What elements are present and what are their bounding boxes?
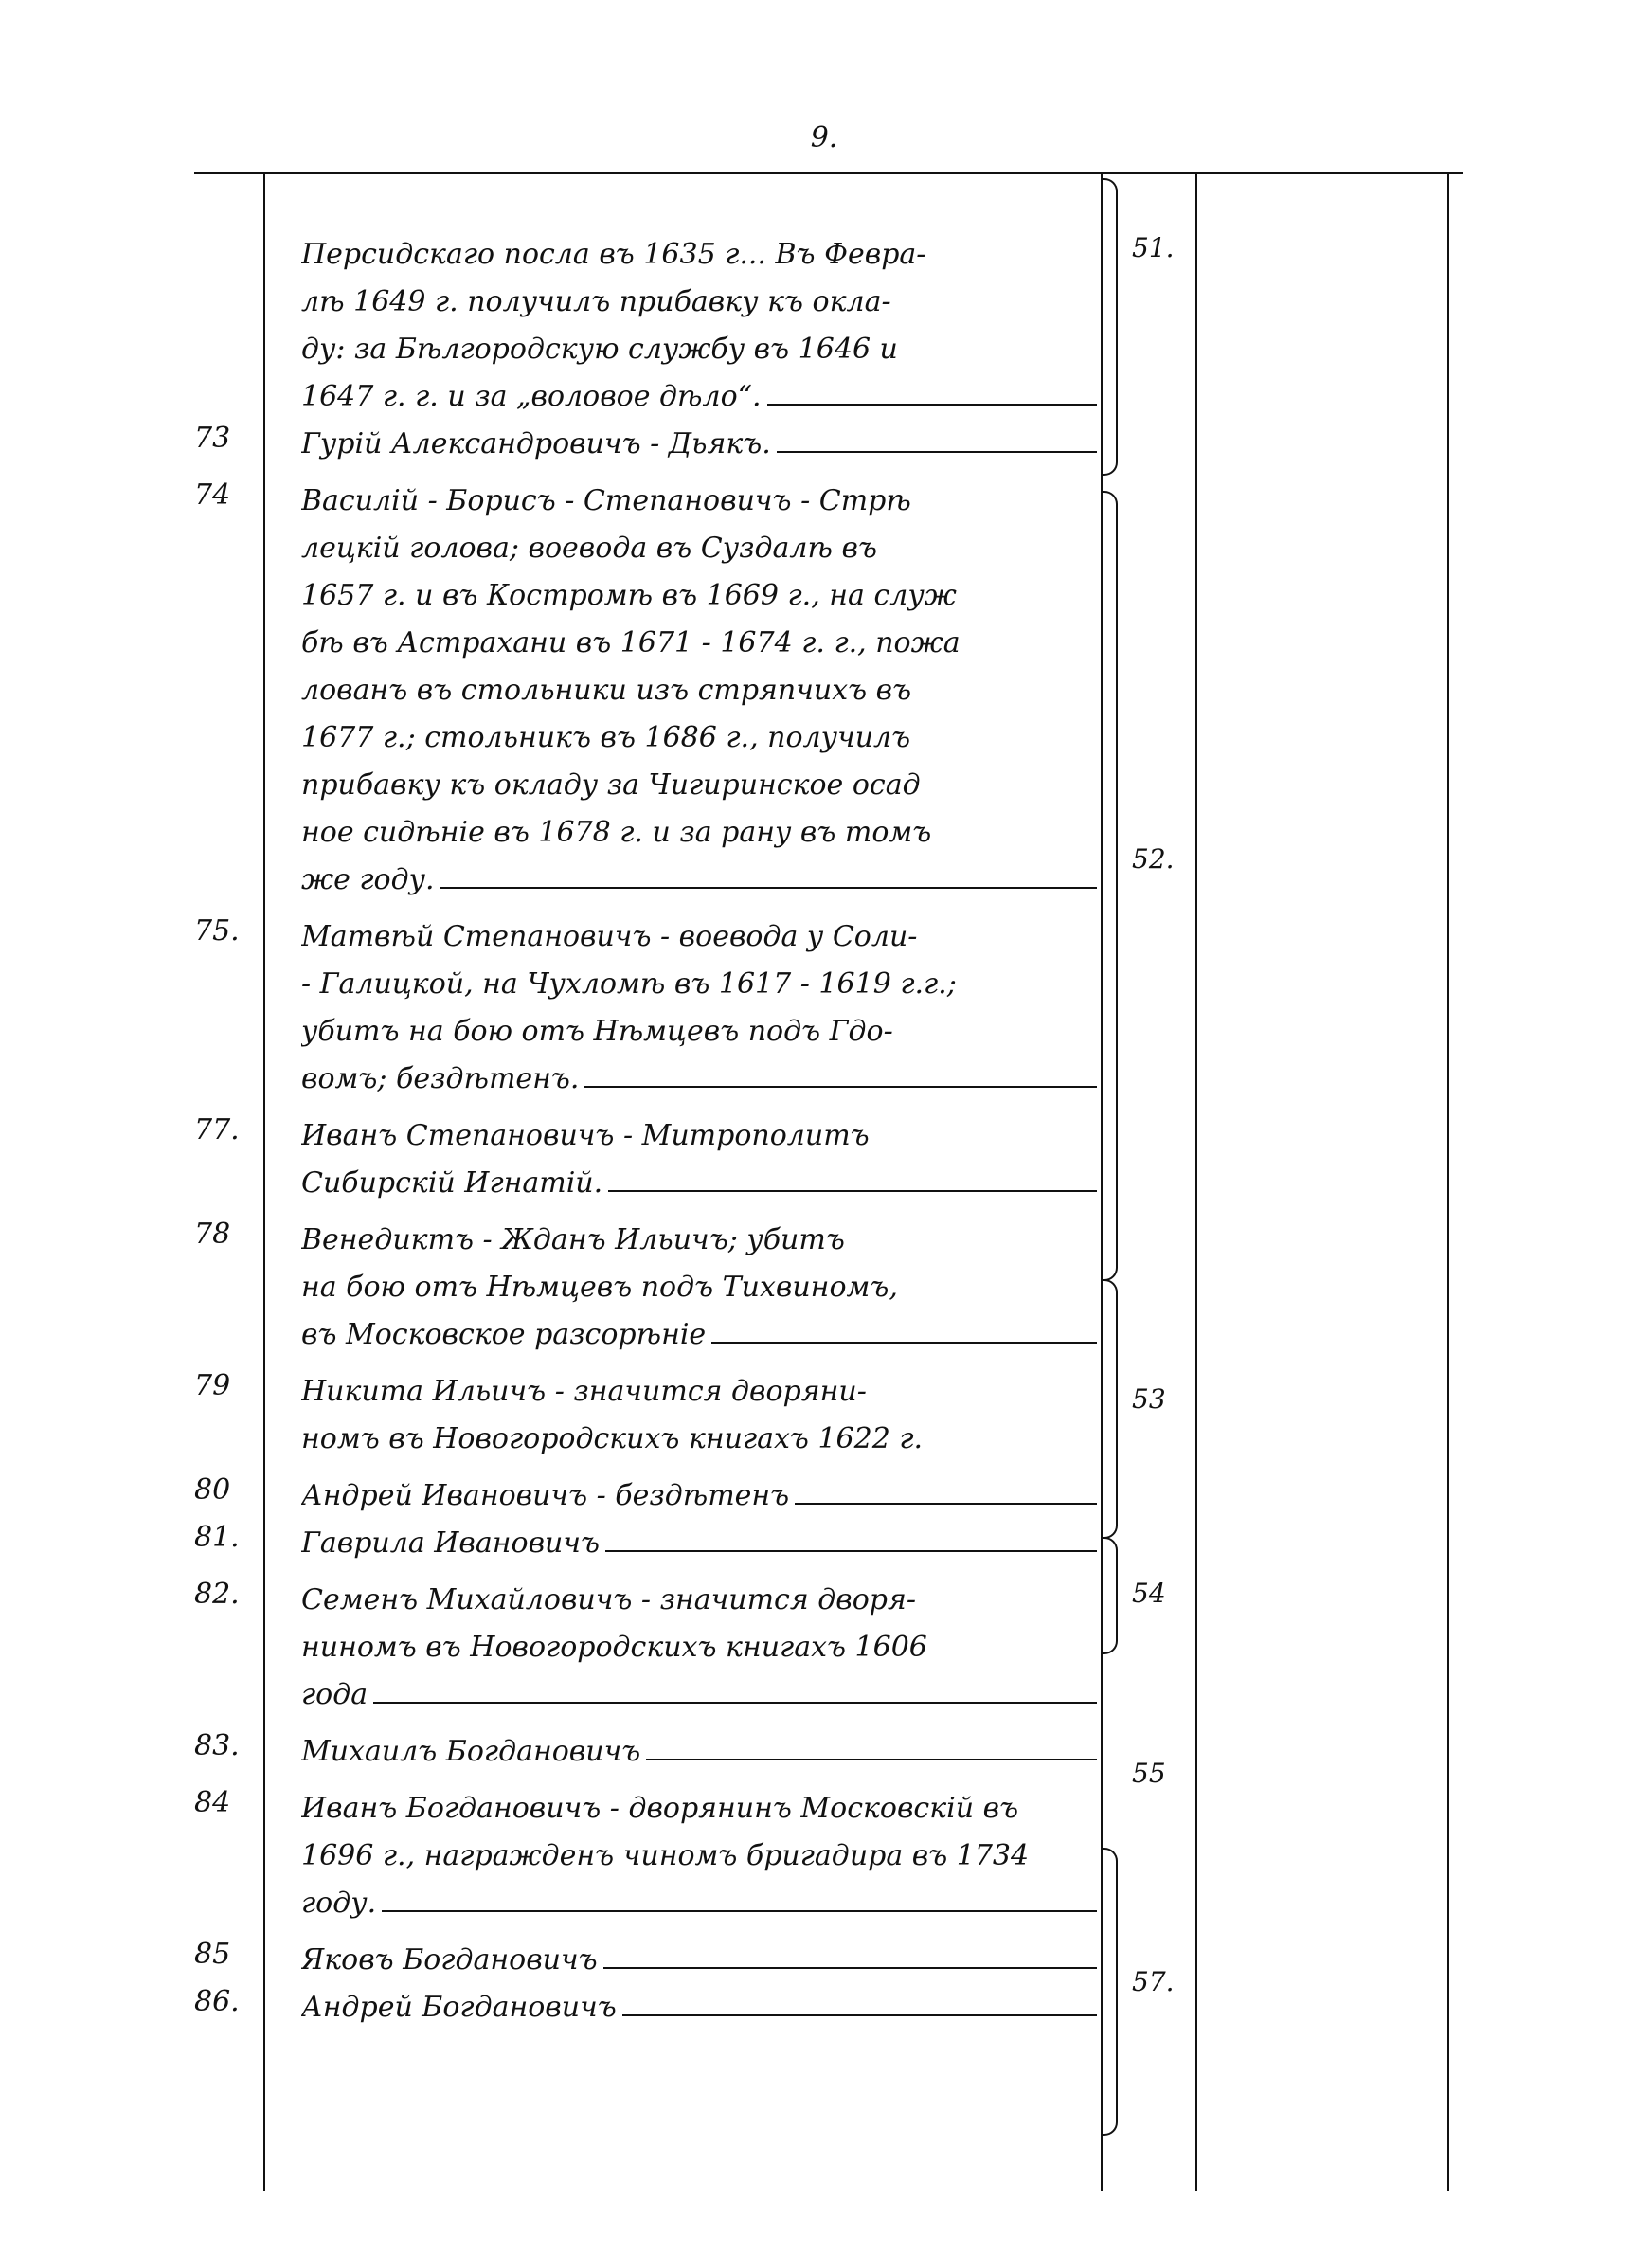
entry-line: Иванъ Степановичъ - Митрополитъ bbox=[301, 1119, 870, 1152]
entry-line: году. bbox=[301, 1876, 1097, 1920]
entry-number: 78 bbox=[194, 1218, 231, 1251]
entry-line: 1677 г.; стольникъ въ 1686 г., получилъ bbox=[301, 721, 911, 754]
entry-line: прибавку къ окладу за Чигиринское осад bbox=[301, 768, 921, 802]
entry-line: Персидскаго посла въ 1635 г... Въ Февра- bbox=[301, 238, 926, 271]
entry-line: лованъ въ стольники изъ стряпчихъ въ bbox=[301, 674, 912, 707]
entry-line: Михаилъ Богдановичъ bbox=[301, 1724, 1097, 1768]
entry-number: 74 bbox=[194, 478, 231, 512]
entry-line: ниномъ въ Новогородскихъ книгахъ 1606 bbox=[301, 1631, 927, 1664]
entry-number: 80 bbox=[194, 1473, 231, 1507]
entry-number: 84 bbox=[194, 1786, 231, 1819]
entry-line: Яковъ Богдановичъ bbox=[301, 1933, 1097, 1977]
entry-line: Семенъ Михайловичъ - значится дворя- bbox=[301, 1583, 916, 1616]
number-column-rule bbox=[263, 172, 265, 2191]
entry-number: 75. bbox=[194, 914, 240, 948]
entry-line: вомъ; бездѣтенъ. bbox=[301, 1052, 1097, 1095]
entry-line: же году. bbox=[301, 853, 1097, 896]
entry-line: Андрей Богдановичъ bbox=[301, 1980, 1097, 2024]
top-rule bbox=[194, 172, 1463, 174]
brace-52 bbox=[1103, 491, 1118, 1281]
entry-line: года bbox=[301, 1668, 1097, 1711]
entry-line: бѣ въ Астрахани въ 1671 - 1674 г. г., пожа bbox=[301, 626, 961, 659]
entry-line: Матвѣй Степановичъ - воевода у Соли- bbox=[301, 920, 918, 953]
entry-line: Венедиктъ - Жданъ Ильичъ; убитъ bbox=[301, 1223, 845, 1256]
entry-line: лѣ 1649 г. получилъ прибавку къ окла- bbox=[301, 285, 891, 318]
entry-line: Никита Ильичъ - значится дворяни- bbox=[301, 1375, 867, 1408]
entry-number: 77. bbox=[194, 1113, 240, 1147]
entry-number: 79 bbox=[194, 1369, 231, 1402]
reference-number: 53 bbox=[1132, 1383, 1166, 1415]
reference-number: 51. bbox=[1132, 232, 1175, 263]
entry-line: убитъ на бою отъ Нѣмцевъ подъ Гдо- bbox=[301, 1015, 893, 1048]
brace-57 bbox=[1103, 1848, 1118, 2136]
reference-number: 54 bbox=[1132, 1578, 1166, 1609]
entry-line: ное сидѣніе въ 1678 г. и за рану въ томъ bbox=[301, 816, 932, 849]
entry-line: Гурій Александровичъ - Дьякъ. bbox=[301, 417, 1097, 460]
reference-number: 52. bbox=[1132, 843, 1175, 875]
entry-line: - Галицкой, на Чухломѣ въ 1617 - 1619 г.г.; bbox=[301, 967, 957, 1001]
entry-line: 1657 г. и въ Костромѣ въ 1669 г., на служ bbox=[301, 579, 957, 612]
entry-number: 85 bbox=[194, 1938, 231, 1971]
entry-line: ду: за Бѣлгородскую службу въ 1646 и bbox=[301, 333, 898, 366]
entry-number: 86. bbox=[194, 1985, 240, 2018]
entry-line: въ Московское разсорѣніе bbox=[301, 1308, 1097, 1351]
reference-number: 57. bbox=[1132, 1966, 1175, 1997]
reference-number: 55 bbox=[1132, 1758, 1166, 1789]
brace-53 bbox=[1103, 1279, 1118, 1539]
entry-line: 1696 г., награжденъ чиномъ бригадира въ 1734 bbox=[301, 1839, 1030, 1872]
entry-number: 73 bbox=[194, 422, 231, 455]
entry-line: номъ въ Новогородскихъ книгахъ 1622 г. bbox=[301, 1422, 924, 1455]
brace-51 bbox=[1103, 178, 1118, 476]
entry-line: Гаврила Ивановичъ bbox=[301, 1516, 1097, 1560]
brace-54 bbox=[1103, 1537, 1118, 1654]
entry-line: 1647 г. г. и за „воловое дѣло“. bbox=[301, 370, 1097, 413]
entry-line: Василій - Борисъ - Степановичъ - Стрѣ bbox=[301, 484, 911, 517]
entry-line: Иванъ Богдановичъ - дворянинъ Московскій въ bbox=[301, 1792, 1019, 1825]
entry-line: лецкій голова; воевода въ Суздалѣ въ bbox=[301, 532, 877, 565]
reference-column-rule bbox=[1195, 172, 1197, 2191]
entry-line: Сибирскій Игнатій. bbox=[301, 1156, 1097, 1200]
entry-line: Андрей Ивановичъ - бездѣтенъ bbox=[301, 1469, 1097, 1512]
page-number: 9. bbox=[810, 121, 838, 154]
entry-number: 82. bbox=[194, 1578, 240, 1611]
entry-number: 83. bbox=[194, 1729, 240, 1762]
right-column-rule bbox=[1447, 172, 1449, 2191]
entry-number: 81. bbox=[194, 1521, 240, 1554]
entry-line: на бою отъ Нѣмцевъ подъ Тихвиномъ, bbox=[301, 1271, 898, 1304]
